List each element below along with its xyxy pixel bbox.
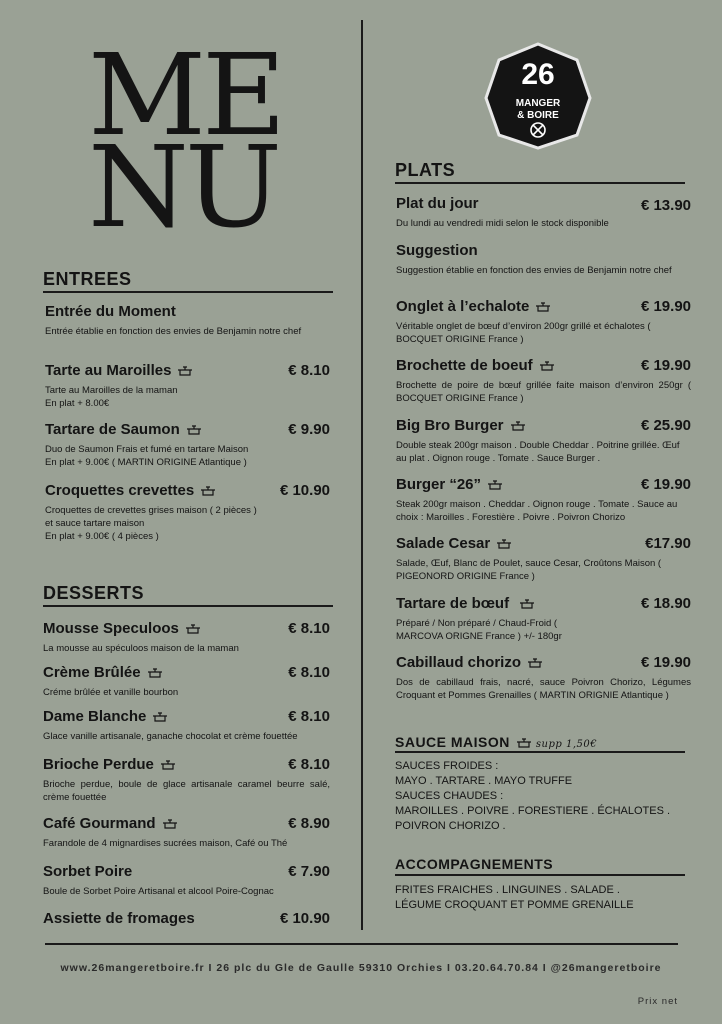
sauce-supplement: supp 1,50€ [535,739,598,750]
footer-divider [45,943,678,945]
desserts-heading: DESSERTS [43,583,145,603]
cooking-pot-icon [539,360,555,372]
entree-item: Croquettes crevettes € 10.90 Croquettes de crevettes grises maison ( 2 pièces ) et sauce tartare maison En plat + 9.00€ ( 4 pièces ) [45,482,330,542]
plat-item: Brochette de boeuf € 19.90 Brochette de poire de bœuf grillée faite maison d’environ 250gr ( BOCQUET ORIGINE France ) [396,357,691,404]
plat-item: Burger “26” € 19.90 Steak 200gr maison . Cheddar . Oignon rouge . Tomate . Sauce au choix : Maroilles . Forestière . Poivre . Poivron Chorizo [396,476,691,523]
menu-title-line1: ME [88,31,283,161]
entree-item: Tarte au Maroilles € 8.10 Tarte au Maroilles de la maman En plat + 8.00€ [45,362,330,409]
sauce-underline [395,751,685,753]
restaurant-logo [482,40,594,152]
footer-contact: www.26mangeretboire.fr I 26 plc du Gle de Gaulle 59310 Orchies I 03.20.64.70.84 I @26mangeretboire [60,962,662,974]
plat-item: Cabillaud chorizo € 19.90 Dos de cabillaud frais, nacré, sauce Poivron Chorizo, Légumes Croquant et Pommes Grenailles ( MARTIN ORIGNIE Atlantique ) [396,654,691,701]
cooking-pot-icon [152,711,168,723]
accomp-heading: ACCOMPAGNEMENTS [395,856,554,872]
desserts-underline [43,605,333,607]
cooking-pot-icon [535,301,551,313]
cooking-pot-icon [527,657,543,669]
plat-item: Plat du jour € 13.90 Du lundi au vendredi midi selon le stock disponible [396,195,691,229]
entrees-underline [43,291,333,293]
cooking-pot-icon [147,667,163,679]
dessert-item: Sorbet Poire € 7.90 Boule de Sorbet Poire Artisanal et alcool Poire-Cognac [43,863,330,897]
logo-number: 26 [521,58,555,91]
dessert-item: Crème Brûlée € 8.10 Créme brûlée et vanille bourbon [43,664,330,698]
dessert-item: Assiette de fromages € 10.90 [43,910,330,927]
dessert-item: Dame Blanche € 8.10 Glace vanille artisanale, ganache chocolat et crème fouettée [43,708,330,742]
sauce-list: SAUCES FROIDES : MAYO . TARTARE . MAYO TRUFFE SAUCES CHAUDES : MAROILLES . POIVRE . FORESTIERE . ÉCHALOTES . POIVRON CHORIZO . [395,760,671,832]
cooking-pot-icon [186,424,202,436]
plat-item: Tartare de bœuf € 18.90 Préparé / Non préparé / Chaud-Froid ( MARCOVA ORIGNE France ) +/- 180gr [396,595,691,642]
entree-item: Entrée du Moment Entrée établie en fonction des envies de Benjamin notre chef [45,303,302,337]
cooking-pot-icon [510,420,526,432]
dessert-item: Café Gourmand € 8.90 Farandole de 4 mignardises sucrées maison, Café ou Thé [43,815,330,849]
menu-title-line2: NU [88,123,278,253]
accomp-list: FRITES FRAICHES . LINGUINES . SALADE . LÉGUME CROQUANT ET POMME GRENAILLE [395,884,634,911]
prix-net-note: Prix net [637,996,678,1007]
plat-item: Salade Cesar €17.90 Salade, Œuf, Blanc de Poulet, sauce Cesar, Croûtons Maison ( PIGEONORD ORIGINE France ) [396,535,691,582]
plats-heading: PLATS [395,160,456,180]
cooking-pot-icon [519,598,535,610]
entree-item: Tartare de Saumon € 9.90 Duo de Saumon Frais et fumé en tartare Maison En plat + 9.00€ ( MARTIN ORIGINE Atlantique ) [45,421,330,468]
column-divider [361,20,363,930]
cooking-pot-icon [516,737,532,749]
cooking-pot-icon [487,479,503,491]
dessert-item: Mousse Speculoos € 8.10 La mousse au spéculoos maison de la maman [43,620,330,654]
accomp-underline [395,874,685,876]
entrees-heading: ENTREES [43,269,132,289]
cooking-pot-icon [185,623,201,635]
plats-underline [395,182,685,184]
plat-item: Big Bro Burger € 25.90 Double steak 200gr maison . Double Cheddar . Poitrine grillée. Œuf au plat . Oignon rouge . Tomate . Sauce Burger . [396,417,691,464]
cooking-pot-icon [160,759,176,771]
logo-line2: & BOIRE [517,110,559,121]
cooking-pot-icon [162,818,178,830]
logo-line1: MANGER [515,98,561,109]
plat-item: Onglet à l’echalote € 19.90 Véritable onglet de bœuf d’environ 200gr grillé et échalotes ( BOCQUET ORIGINE France ) [396,298,691,345]
dessert-item: Brioche Perdue € 8.10 Brioche perdue, boule de glace artisanale caramel beurre salé, crème fouettée [43,756,330,803]
cooking-pot-icon [200,485,216,497]
plat-item: Suggestion Suggestion établie en fonction des envies de Benjamin notre chef [396,242,672,276]
cooking-pot-icon [496,538,512,550]
sauce-heading: SAUCE MAISON supp 1,50€ [395,734,598,750]
cooking-pot-icon [177,365,193,377]
